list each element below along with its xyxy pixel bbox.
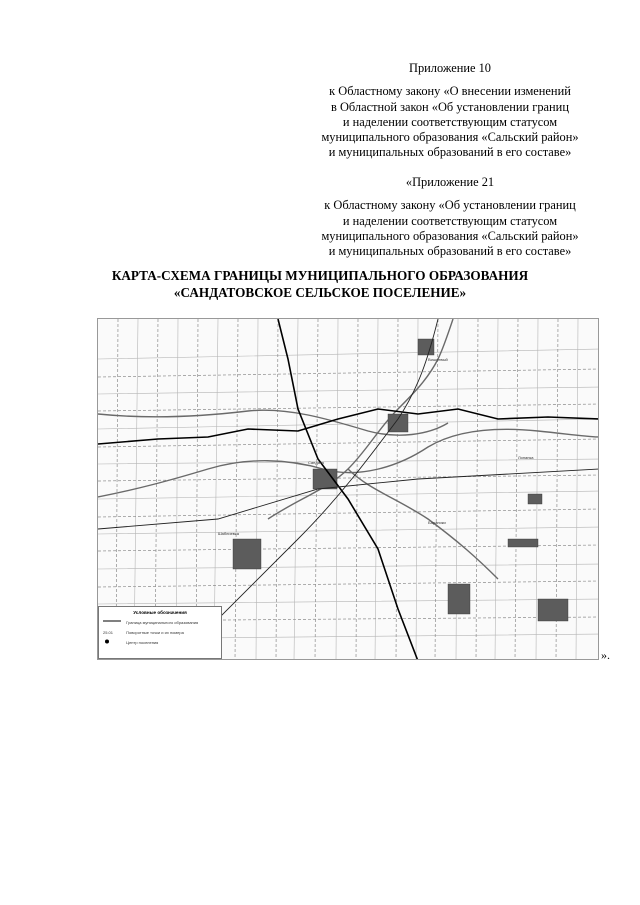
legend-item-label: Поворотные точки и их номера	[126, 630, 184, 635]
appendix-21-heading: «Приложение 21	[405, 175, 495, 189]
map-legend	[98, 606, 222, 659]
svg-text:Сандата: Сандата	[308, 460, 324, 465]
legend-title: Условные обозначения	[133, 610, 187, 615]
svg-text:Вишневый: Вишневый	[428, 357, 448, 362]
appendix-10-line: в Областной закон «Об установлении границ	[331, 99, 569, 114]
legend-item-label: Граница муниципального образования	[126, 620, 199, 625]
title-line-1: КАРТА-СХЕМА ГРАНИЦЫ МУНИЦИПАЛЬНОГО ОБРАЗОВАНИЯ	[111, 268, 529, 283]
legend-item-boundary	[103, 619, 198, 626]
appendix-21-line: и наделении соответствующим статусом	[342, 213, 558, 228]
legend-item-label: Центр поселения	[126, 640, 159, 645]
document-title	[40, 267, 600, 301]
boundary-map	[97, 318, 599, 660]
appendix-21-line: к Областному закону «Об установлении границ	[324, 198, 576, 213]
appendix-10-line: муниципального образования «Сальский район»	[321, 130, 579, 145]
svg-text:Шаблиевка: Шаблиевка	[218, 531, 239, 536]
appendix-10-line: к Областному закону «О внесении изменений	[329, 84, 571, 99]
spacer	[300, 190, 600, 198]
closing-quote: ».	[601, 648, 610, 662]
svg-text:Бараники: Бараники	[428, 520, 446, 525]
appendix-10-line: и наделении соответствующим статусом	[342, 114, 558, 129]
title-line-2: «САНДАТОВСКОЕ СЕЛЬСКОЕ ПОСЕЛЕНИЕ»	[173, 285, 467, 300]
appendix-21-block	[300, 175, 600, 259]
appendix-10-heading: Приложение 10	[409, 61, 491, 75]
turning-point-symbol: 25.01	[103, 630, 114, 636]
appendix-21-line: и муниципальных образований в его составе»	[328, 244, 572, 259]
appendix-10-line: и муниципальных образований в его составе»	[328, 145, 572, 160]
legend-item-center	[103, 639, 158, 646]
spacer	[300, 76, 600, 84]
legend-item-turning-points	[103, 629, 184, 636]
appendix-10-block	[300, 61, 600, 161]
appendix-21-line: муниципального образования «Сальский район»	[321, 228, 579, 243]
svg-text:Лопанка: Лопанка	[518, 455, 534, 460]
